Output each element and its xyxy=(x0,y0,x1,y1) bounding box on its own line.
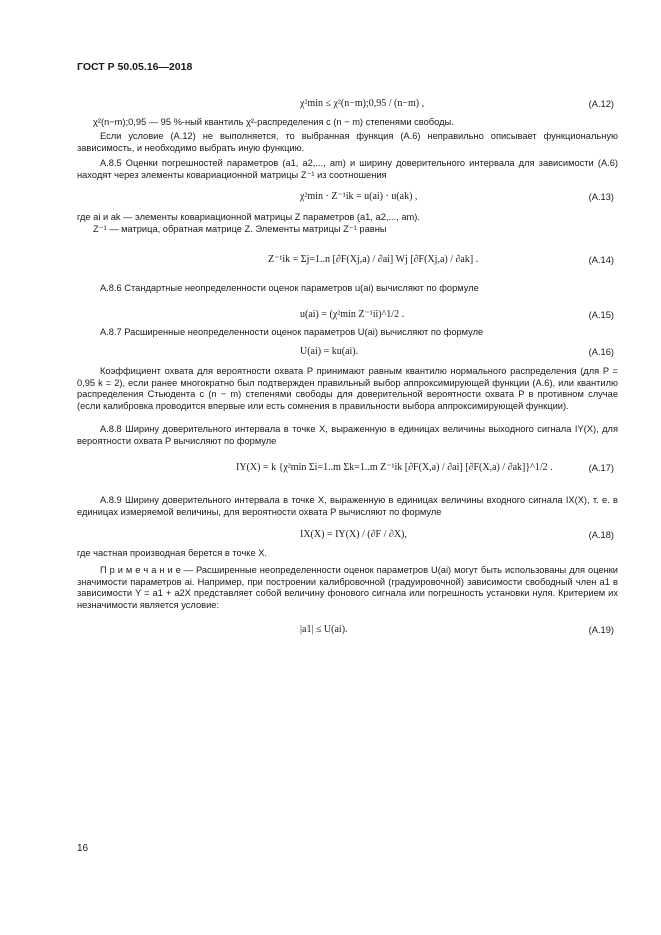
equation-a12: χ²min ≤ χ²(n−m);0,95 / (n−m) , xyxy=(300,98,425,109)
chi-quantile-definition: χ²(n−m);0,95 — 95 %-ный квантиль χ²-распределения с (n − m) степенями свободы. xyxy=(93,117,454,127)
equation-a18: IX(X) = IY(X) / (∂F / ∂X), xyxy=(300,529,407,540)
equation-a13: χ²min · Z⁻¹ik = u(ai) · u(ak) , xyxy=(300,191,418,202)
paragraph-a8-7: А.8.7 Расширенные неопределенности оценок параметров U(ai) вычисляют по формуле xyxy=(100,327,484,337)
equation-number-a17: (A.17) xyxy=(588,463,614,473)
paragraph-condition-a12: Если условие (А.12) не выполняется, то выбранная функция (А.6) неправильно описывает функциональную зависимость, и необходимо выбрать иную функцию. xyxy=(77,131,618,153)
page-number: 16 xyxy=(77,843,89,854)
equation-a17: IY(X) = k {χ²min Σi=1..m Σk=1..m Z⁻¹ik [∂F(X,a) / ∂ai] [∂F(X,a) / ∂ak]}^1/2 . xyxy=(236,462,553,473)
equation-a15: u(ai) = (χ²min Z⁻¹ii)^1/2 . xyxy=(300,309,405,320)
document-header: ГОСТ Р 50.05.16—2018 xyxy=(77,61,193,73)
equation-number-a12: (A.12) xyxy=(588,99,614,109)
paragraph-a8-9: А.8.9 Ширину доверительного интервала в точке X, выраженную в единицах величины входного сигнала IX(X), т. е. в единицах измеряемой величины, для вероятности охвата P вычисляют по формуле xyxy=(77,495,618,517)
paragraph-a8-5: А.8.5 Оценки погрешностей параметров (a1, a2,..., am) и ширину доверительного интервала для зависимости (А.6) находят через элементы ковариационной матрицы Z⁻¹ из соотношения xyxy=(77,158,618,180)
equation-a14: Z⁻¹ik = Σj=1..n [∂F(Xj,a) / ∂ai] Wj [∂F(Xj,a) / ∂ak] . xyxy=(268,254,479,265)
equation-number-a18: (A.18) xyxy=(588,530,614,540)
equation-number-a15: (A.15) xyxy=(588,310,614,320)
paragraph-coverage-factor: Коэффициент охвата для вероятности охвата P принимают равным квантилю нормального распределения (для P = 0,95 k = 2), если ранее многократно был подтвержден правильный выбор аппроксимирующей функции (А.6), или квантилю распределения Стьюдента с (n − m) степенями свободы для доверительной вероятности охвата P в противном случае (если калибровка проводится впервые или есть сомнения в правильности выбора аппроксимирующей функции). xyxy=(77,366,618,411)
inverse-matrix-definition: Z⁻¹ — матрица, обратная матрице Z. Элементы матрицы Z⁻¹ равны xyxy=(93,224,387,234)
paragraph-a8-8: А.8.8 Ширину доверительного интервала в точке X, выраженную в единицах величины выходного сигнала IY(X), для вероятности охвата P вычисляют по формуле xyxy=(77,424,618,446)
paragraph-a8-6: А.8.6 Стандартные неопределенности оценок параметров u(ai) вычисляют по формуле xyxy=(100,283,479,293)
equation-number-a13: (A.13) xyxy=(588,192,614,202)
equation-a16: U(ai) = ku(ai). xyxy=(300,346,359,357)
note-paragraph: П р и м е ч а н и е — Расширенные неопределенности оценок параметров U(ai) могут быть использованы для оценки значимости параметров ai. Например, при построении калибровочной (градуировочной) зависимости свободный член a1 в зависимости Y = a1 + a2X представляет собой величину фонового сигнала или погрешность установки нуля. Критерием их незначимости является условие: xyxy=(77,565,618,610)
derivative-point-note: где частная производная берется в точке X. xyxy=(77,548,268,558)
matrix-elements-definition: где ai и ak — элементы ковариационной матрицы Z параметров (a1, a2,..., am). xyxy=(77,212,420,222)
equation-number-a16: (A.16) xyxy=(588,347,614,357)
equation-number-a14: (A.14) xyxy=(588,255,614,265)
equation-number-a19: (A.19) xyxy=(588,625,614,635)
equation-a19: |a1| ≤ U(ai). xyxy=(300,624,348,635)
